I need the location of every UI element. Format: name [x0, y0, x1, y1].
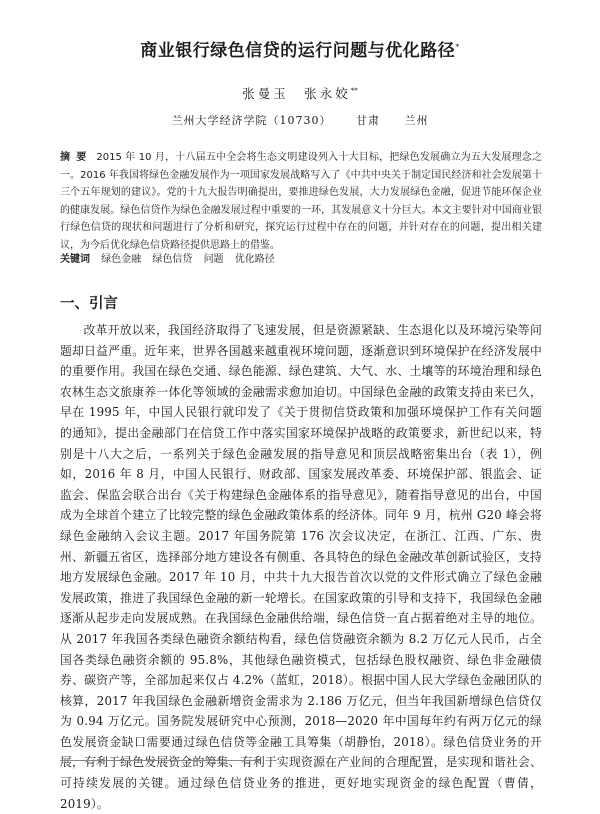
- keyword: 问题: [203, 254, 224, 265]
- section-body: 改革开放以来，我国经济取得了飞速发展，但是资源紧缺、生态退化以及环境污染等问题却日益严重。近年来，世界各国越来越重视环境问题，逐渐意识到环境保护在经济发展中的重要作用。我国在绿色交通、绿色能源、绿色建筑、大气、水、土壤等的环境治理和绿色农林生态文旅康养一体化等领域的金融需求愈加迫切。中国绿色金融的政策支持由来已久，早在 1995 年，中国人民银行就印发了《关于贯彻信贷政策和加强环境保护工作有关问题的通知》，提出金融部门在信贷工作中落实国家环境保护战略的政策要求，新世纪以来，特别是十八大之后，一系列关于绿色金融发展的指导意见和顶层战略密集出台（表 1），例如，2016 年 8 月，中国人民银行、财政部、国家发展改革委、环境保护部、银监会、证监会、保监会联合出台《关于构建绿色金融体系的指导意见》，随着指导意见的出台，中国成为全球首个建立了比较完整的绿色金融政策体系的经济体。同年 9 月，杭州 G20 峰会将绿色金融纳入会议主题。2017 年国务院第 176 次会议决定，在浙江、江西、广东、贵州、新疆五省区，选择部分地方建设各有侧重、各具特色的绿色金融改革创新试验区，支持地方发展绿色金融。2017 年 10 月，中共十九大报告首次以党的文件形式确立了绿色金融发展政策，推进了我国绿色金融的新一轮增长。在国家政策的引导和支持下，我国绿色金融逐渐从起步走向发展成熟。在我国绿色金融供给端，绿色信贷一直占据着绝对主导的地位。从 2017 年我国各类绿色融资余额结构看，绿色信贷融资余额为 8.2 万亿元人民币，占全国各类绿色融资余额的 95.8%，其他绿色融资模式，包括绿色股权融资、绿色非金融债券、碳资产等，全部加起来仅占 4.2%（蓝虹，2018）。根据中国人民大学绿色金融团队的核算，2017 年我国绿色金融新增资金需求为 2.186 万亿元，但当年我国新增绿色信贷仅为 0.94 万亿元。国务院发展研究中心预测，2018—2020 年中国每年约有两万亿元的绿色发展资金缺口需要通过绿色信贷等金融工具筹集（胡静怡，2018）。绿色信贷业务的开展，有利于绿色发展资金的筹集、有利于实现资源在产业间的合理配置，是实现和谐社会、可持续发展的关键。通过绿色信贷业务的推进，更好地实现资金的绿色配置（曹倩，2019）。: [60, 323, 542, 811]
- paper-title-text: 商业银行绿色信贷的运行问题与优化路径: [140, 41, 456, 61]
- keywords-label: 关键词: [60, 254, 90, 265]
- authors: [0, 84, 600, 102]
- authors-footnote-mark: **: [350, 86, 358, 95]
- paper-title: [0, 36, 600, 61]
- affiliation-city: 兰州: [404, 114, 429, 127]
- authors-text: 张曼玉 张永姣: [242, 86, 351, 101]
- keyword: 绿色信贷: [152, 254, 193, 265]
- keywords: [60, 252, 542, 268]
- abstract-text: 2015 年 10 月，十八届五中全会将生态文明建设列入十大目标，把绿色发展确立为五大发展理念之一。2016 年我国将绿色金融发展作为一项国家发展战略写入了《中共中央关于制定国民经济和社会发展第十三个五年规划的建议》。党的十九大报告明确提出，要推进绿色发展，大力发展绿色金融，促进节能环保企业的健康发展。绿色信贷作为绿色金融发展过程中重要的一环，其发展意义十分巨大。本文主要针对中国商业银行绿色信贷的现状和问题进行了分析和研究，探究运行过程中存在的问题，并针对存在的问题，提出相关建议，为今后优化绿色信贷路径提供思路上的借鉴。: [60, 152, 542, 251]
- affiliation: [0, 112, 600, 128]
- section-heading: 一、引言: [60, 296, 118, 312]
- keyword: 绿色金融: [101, 254, 142, 265]
- abstract-label: 摘要: [60, 152, 93, 163]
- abstract: [60, 149, 542, 254]
- keyword: 优化路径: [234, 254, 275, 265]
- footnote-divider: [60, 760, 260, 761]
- title-footnote-mark: *: [455, 42, 460, 52]
- affiliation-org: 兰州大学经济学院（10730）: [171, 114, 332, 127]
- affiliation-province: 甘肃: [356, 114, 380, 127]
